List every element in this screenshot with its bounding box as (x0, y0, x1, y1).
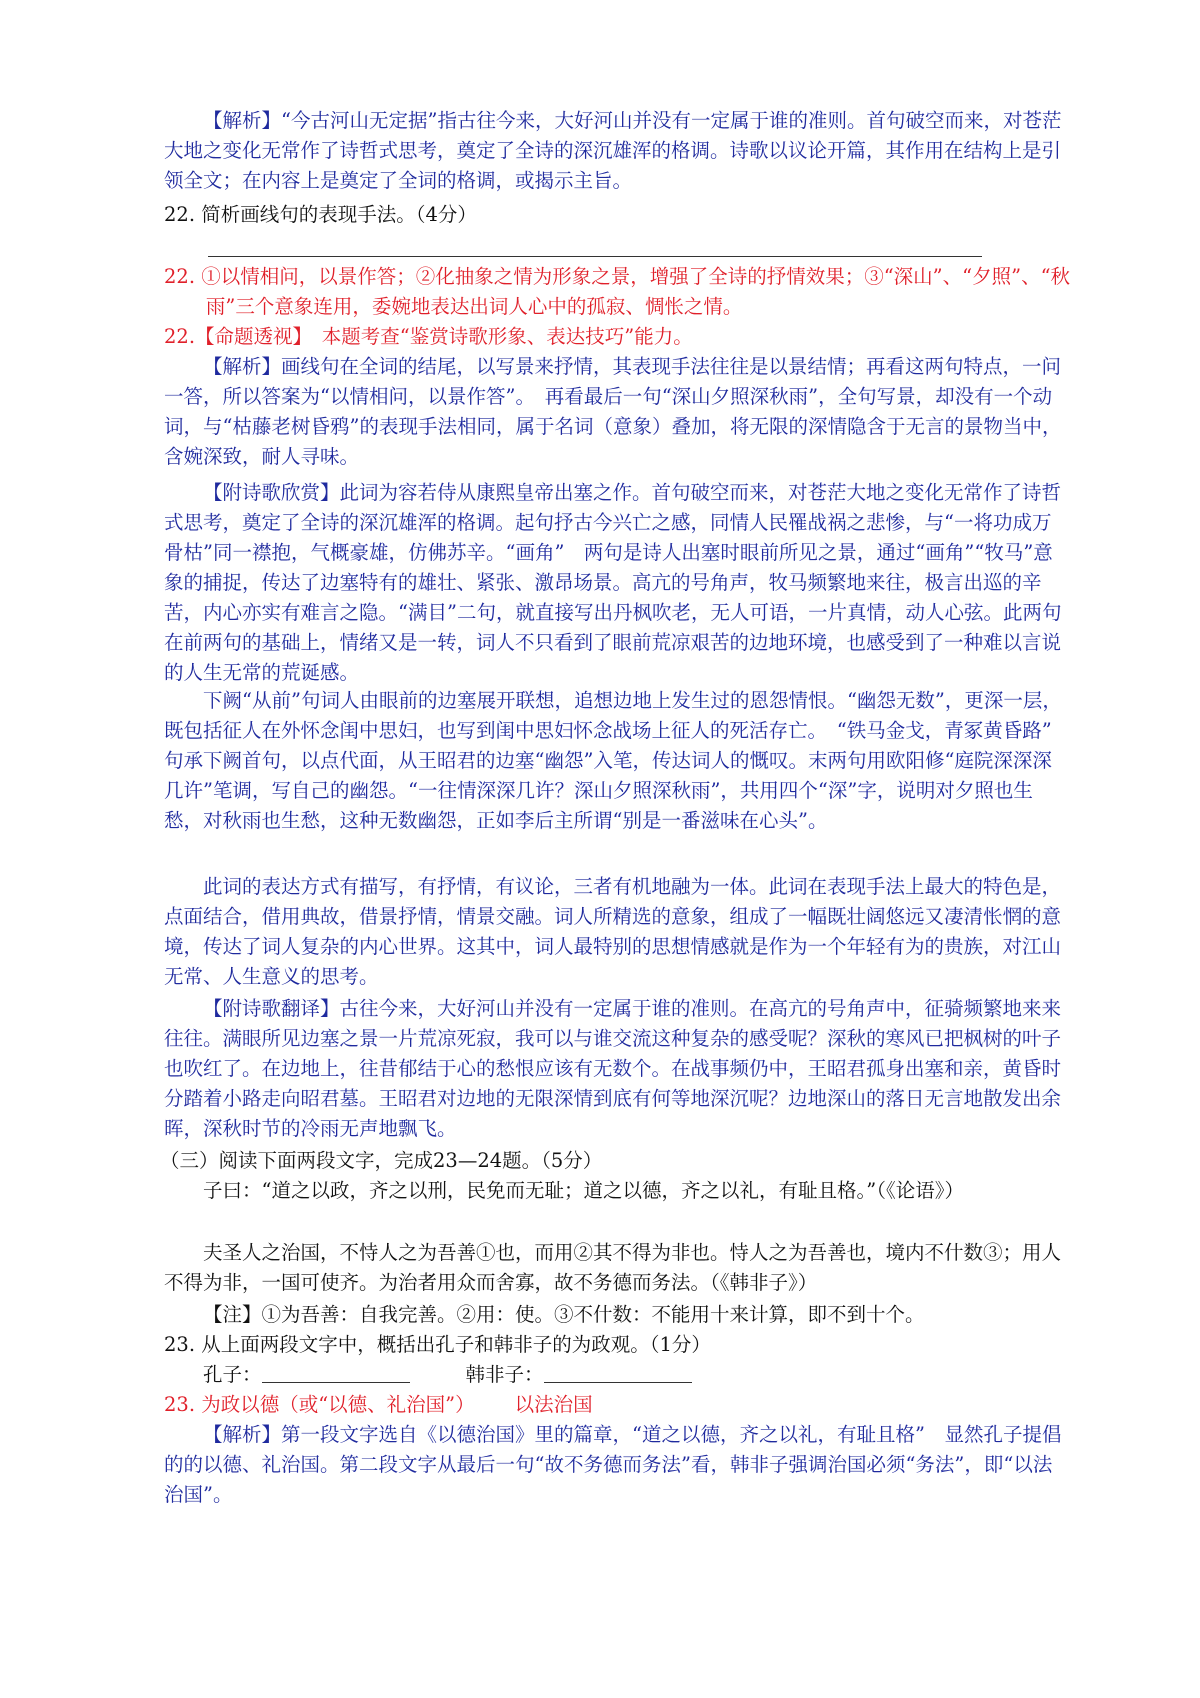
passage-hanfeizi: 夫圣人之治国，不恃人之为吾善①也，而用②其不得为非也。恃人之为吾善也，境内不什数③；用人不得为非，一国可使齐。为治者用众而舍寡，故不务德而务法。（《韩非子》） (164, 1241, 1062, 1294)
appreciation-paragraph-2: 下阙“从前”句词人由眼前的边塞展开联想，追想边地上发生过的恩怨情恨。“幽怨无数”，更深一层，既包括征人在外怀念闺中思妇，也写到闺中思妇怀念战场上征人的死活存亡。 “铁马金戈，青冢黄昏路” 句承下阙首句，以点代面，从王昭君的边塞“幽怨”入笔，传达词人的慨叹。末两句用欧阳修“庭院深深深几许”笔调，写自己的幽怨。“一往情深深几许？深山夕照深秋雨”，共用四个“深”字，说明对夕照也生愁，对秋雨也生愁，这种无数幽怨，正如李后主所谓“别是一番滋味在心头”。 (164, 689, 1072, 832)
appreciation-paragraph-3: 此词的表达方式有描写，有抒情，有议论，三者有机地融为一体。此词在表现手法上最大的特色是，点面结合，借用典故，借景抒情，情景交融。词人所精选的意象，组成了一幅既壮阔悠远又凄清怅惘的意境，传达了词人复杂的内心世界。这其中，词人最特别的思想情感就是作为一个年轻有为的贵族，对江山无常、人生意义的思考。 (164, 875, 1062, 988)
question-22: 22. 简析画线句的表现手法。（4分） (164, 203, 477, 226)
answer-underline (208, 256, 982, 257)
passage-note: 【注】①为吾善：自我完善。②用：使。③不什数：不能用十来计算，即不到十个。 (203, 1303, 925, 1326)
question-23: 23. 从上面两段文字中，概括出孔子和韩非子的为政观。（1分） (164, 1333, 711, 1356)
section-3-heading: （三）阅读下面两段文字，完成23—24题。（5分） (160, 1149, 603, 1172)
blank-kongzi[interactable] (262, 1364, 410, 1383)
appreciation-paragraph-1: 【附诗歌欣赏】此词为容若侍从康熙皇帝出塞之作。首句破空而来，对苍茫大地之变化无常作了诗哲式思考，奠定了全诗的深沉雄浑的格调。起句抒古今兴亡之感，同情人民罹战祸之悲惨，与“一将功成万骨枯”同一襟抱，气概豪雄，仿佛苏辛。“画角” 两句是诗人出塞时眼前所见之景，通过“画角”“牧马”意象的捕捉，传达了边塞特有的雄壮、紧张、激昂场景。高亢的号角声，牧马频繁地来往，极言出巡的辛苦，内心亦实有难言之隐。“满目”二句，就直接写出丹枫吹老，无人可语，一片真情，动人心弦。此两句在前两句的基础上，情绪又是一转，词人不只看到了眼前荒凉艰苦的边地环境，也感受到了一种难以言说的人生无常的荒诞感。 (164, 481, 1062, 684)
analysis-21: 【解析】“今古河山无定据”指古往今来，大好河山并没有一定属于谁的准则。首句破空而来，对苍茫大地之变化无常作了诗哲式思考，奠定了全诗的深沉雄浑的格调。诗歌以议论开篇，其作用在结构上是引领全文；在内容上是奠定了全词的格调，或揭示主旨。 (164, 109, 1062, 192)
analysis-22: 【解析】画线句在全词的结尾，以写景来抒情，其表现手法往往是以景结情；再看这两句特点，一问一答，所以答案为“以情相问，以景作答”。 再看最后一句“深山夕照深秋雨”，全句写景，却没有一个动词，与“枯藤老树昏鸦”的表现手法相同，属于名词（意象）叠加，将无限的深情隐含于无言的景物当中，含婉深致，耐人寻味。 (164, 355, 1062, 468)
question-23-blanks (164, 1360, 1064, 1390)
label-kongzi: 孔子： (203, 1363, 262, 1386)
perspective-22: 22.【命题透视】 本题考查“鉴赏诗歌形象、表达技巧”能力。 (164, 325, 693, 348)
analysis-23: 【解析】第一段文字选自《以德治国》里的篇章，“道之以德，齐之以礼，有耻且格” 显然孔子提倡的的以德、礼治国。第二段文字从最后一句“故不务德而务法”看，韩非子强调治国必须“务法”，即“以法治国”。 (164, 1423, 1062, 1506)
passage-lunyu: 子曰：“道之以政，齐之以刑，民免而无耻；道之以德，齐之以礼，有耻且格。”（《论语》） (203, 1179, 964, 1202)
answer-23: 23. 为政以德（或“以德、礼治国”） 以法治国 (164, 1393, 593, 1416)
label-hanfeizi: 韩非子： (465, 1363, 544, 1386)
blank-hanfeizi[interactable] (544, 1364, 692, 1383)
answer-22: 22. ①以情相问，以景作答；②化抽象之情为形象之景，增强了全诗的抒情效果；③“深山”、“夕照”、“秋雨”三个意象连用，委婉地表达出词人心中的孤寂、惆怅之情。 (164, 265, 1071, 318)
translation-paragraph: 【附诗歌翻译】古往今来，大好河山并没有一定属于谁的准则。在高亢的号角声中，征骑频繁地来来往往。满眼所见边塞之景一片荒凉死寂，我可以与谁交流这种复杂的感受呢？深秋的寒风已把枫树的叶子也吹红了。在边地上，往昔郁结于心的愁恨应该有无数个。在战事频仍中，王昭君孤身出塞和亲，黄昏时分踏着小路走向昭君墓。王昭君对边地的无限深情到底有何等地深沉呢？边地深山的落日无言地散发出余晖，深秋时节的冷雨无声地飘飞。 (164, 997, 1062, 1140)
